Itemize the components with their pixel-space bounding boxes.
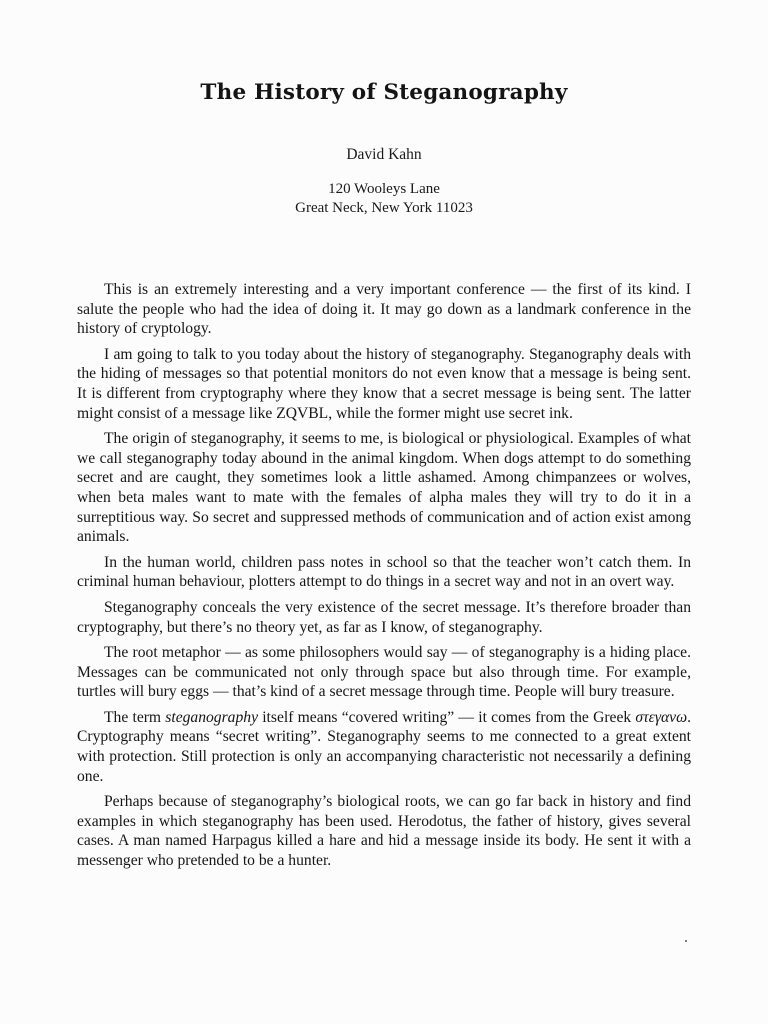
- greek-word: στεγανω: [635, 708, 688, 726]
- paragraph-5: Steganography conceals the very existence of the secret message. It’s therefore broader than cryptography, but there’s no theory yet, as far as I know, of steganography.: [77, 598, 691, 636]
- author-address-line-2: Great Neck, New York 11023: [295, 200, 473, 216]
- paragraph-2: I am going to talk to you today about the history of steganography. Steganography deals with the hiding of messages so that potential monitors do not even know that a message is being sent. It is different from cryptography where they know that a secret message is being sent. The latter might consist of a message like ZQVBL, while the former might use secret ink.: [77, 345, 691, 422]
- term-steganography: steganography: [165, 708, 258, 726]
- paragraph-6: The root metaphor — as some philosophers would say — of steganography is a hiding place. Messages can be communicated not only through space but also through time. For example, turtles will bury eggs — that’s kind of a secret message through time. People will bury treasure.: [77, 644, 691, 701]
- paragraph-7-part-1: The term: [104, 708, 166, 726]
- paragraph-1: This is an extremely interesting and a very important conference — the first of its kind. I salute the people who had the idea of doing it. It may go down as a landmark conference in the history of cryptology.: [77, 281, 691, 338]
- paragraph-8: Perhaps because of steganography’s biological roots, we can go far back in history and find examples in which steganography has been used. Herodotus, the father of history, gives several cases. A man named Harpagus killed a hare and hid a message inside its body. He sent it with a messenger who pretended to be a hunter.: [77, 793, 691, 870]
- paragraph-7-part-2: itself means “covered writing” — it comes from the Greek: [257, 708, 636, 726]
- paragraph-7-part-3: . Cryptography means “secret writing”. Steganography seems to me connected to a great extent with protection. Still protection is only an accompanying characteristic not necessarily a defining one.: [77, 708, 691, 785]
- paper-title: The History of Steganography: [200, 80, 568, 105]
- scan-speck: [685, 940, 687, 942]
- paragraph-4: In the human world, children pass notes in school so that the teacher won’t catch them. In criminal human behaviour, plotters attempt to do things in a secret way and not in an overt way.: [77, 553, 691, 591]
- paragraph-3: The origin of steganography, it seems to me, is biological or physiological. Examples of what we call steganography today abound in the animal kingdom. When dogs attempt to do something secret and are caught, they sometimes look a little ashamed. Among chimpanzees or wolves, when beta males want to mate with the females of alpha males they will try to do it in a surreptitious way. So secret and suppressed methods of communication and of action exist among animals.: [77, 430, 691, 546]
- paper-body: [77, 280, 691, 877]
- author-address-line-1: 120 Wooleys Lane: [328, 181, 440, 197]
- paragraph-7: [77, 708, 691, 786]
- author-name: David Kahn: [346, 146, 422, 163]
